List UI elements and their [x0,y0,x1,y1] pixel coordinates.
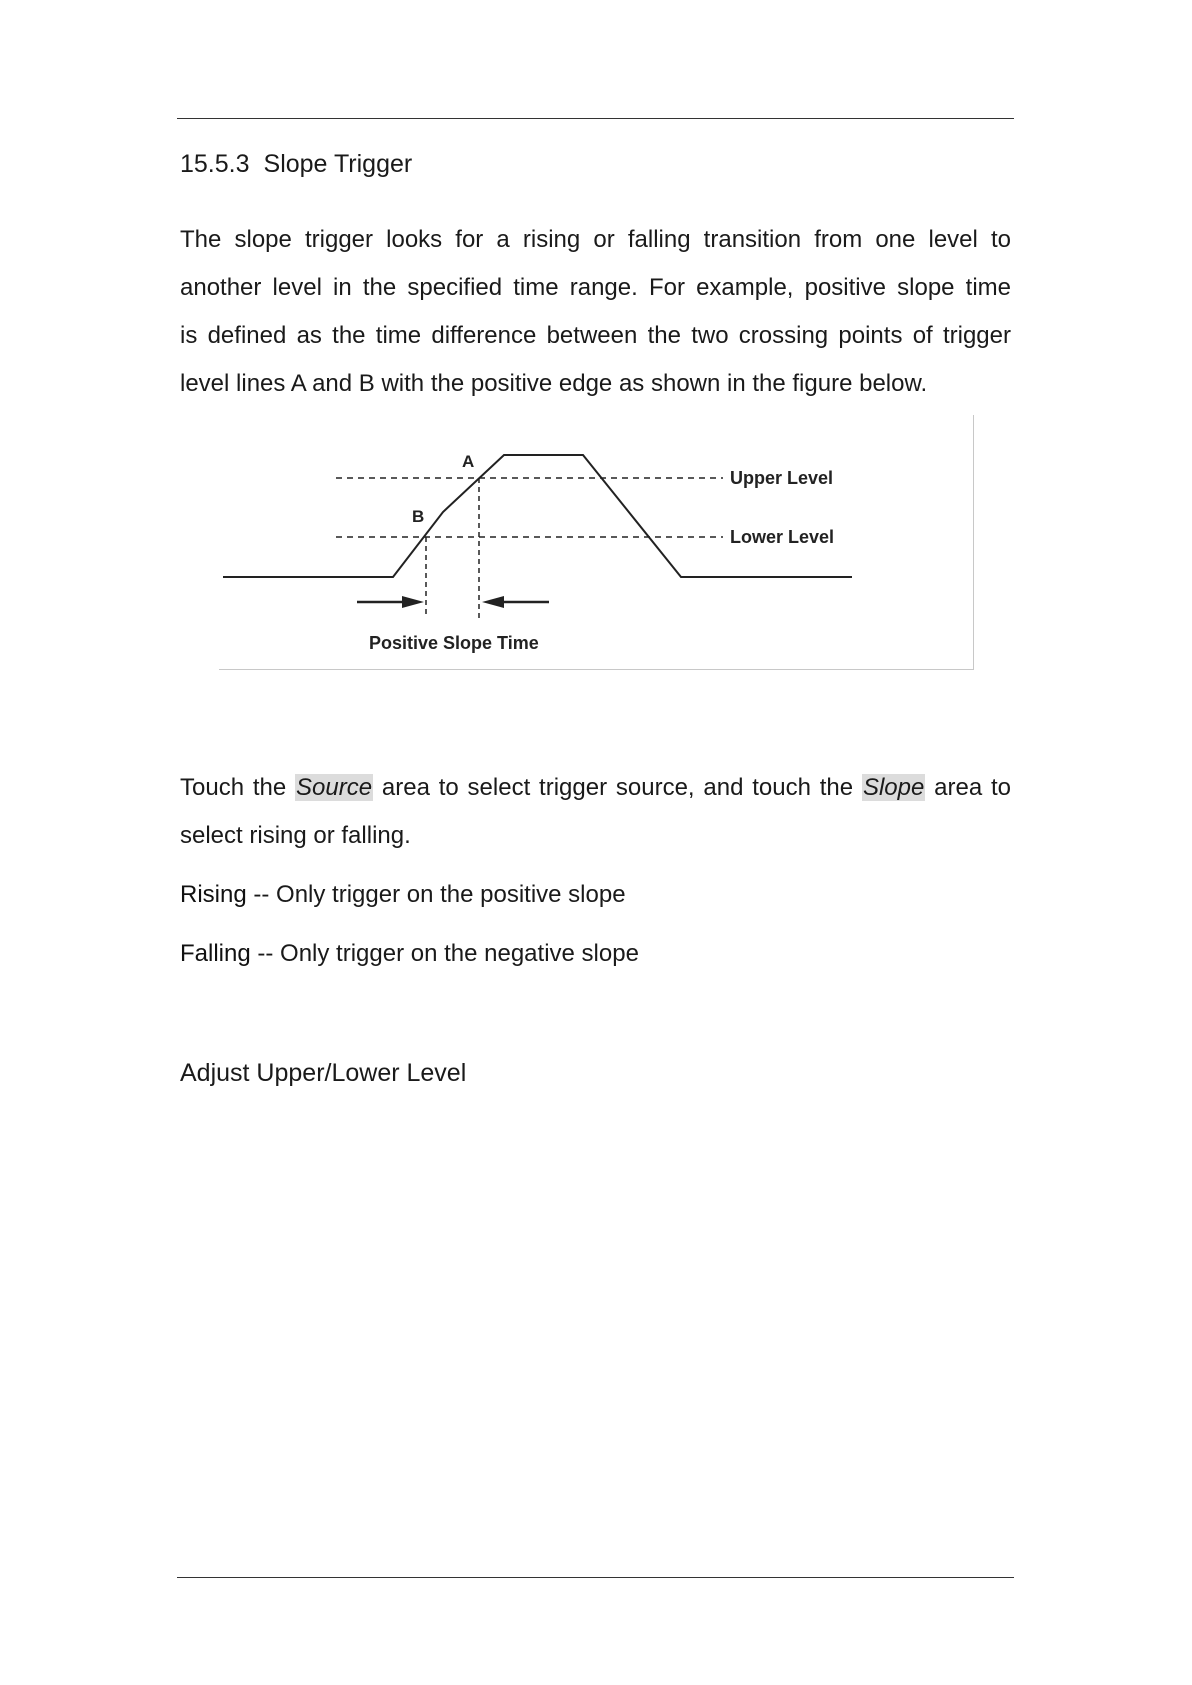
label-a: A [462,452,475,471]
rising-description: -- Only trigger on the positive slope [253,881,626,908]
falling-option [180,940,639,968]
source-term: Source [296,774,373,801]
intro-line: is defined as the time difference between the two crossing points of trigger [180,322,1011,349]
intro-line: level lines A and B with the positive edge as shown in the figure below. [180,370,928,397]
section-heading [180,150,412,179]
slope-trigger-figure [219,415,974,670]
left-arrow-head [402,596,424,608]
section-title: Slope Trigger [263,150,413,178]
section-number: 15.5.3 [180,150,250,178]
label-b: B [412,507,425,526]
falling-description: -- Only trigger on the negative slope [257,940,639,967]
touch-paragraph [180,764,1011,860]
touch-prefix: Touch the [180,774,287,801]
rising-term: Rising [180,881,247,908]
footer-rule [177,1577,1014,1578]
intro-line: The slope trigger looks for a rising or falling transition from one level to [180,226,1011,253]
right-arrow-head [482,596,504,608]
intro-paragraph [180,216,1011,408]
touch-line-1 [180,764,1011,812]
rising-option [180,881,626,909]
slope-trigger-diagram [219,415,974,670]
slope-term: Slope [862,774,925,801]
upper-level-label: Upper Level [730,468,834,488]
lower-level-label: Lower Level [730,527,835,547]
falling-term: Falling [180,940,251,967]
touch-suffix: area to [934,774,1012,801]
adjust-level-heading: Adjust Upper/Lower Level [180,1059,467,1087]
touch-middle: area to select trigger source, and touch the [381,774,854,801]
header-rule [177,118,1014,119]
intro-line: another level in the specified time range. For example, positive slope time [180,274,1011,301]
positive-slope-time-label: Positive Slope Time [369,633,539,653]
touch-line-2: select rising or falling. [180,822,411,849]
